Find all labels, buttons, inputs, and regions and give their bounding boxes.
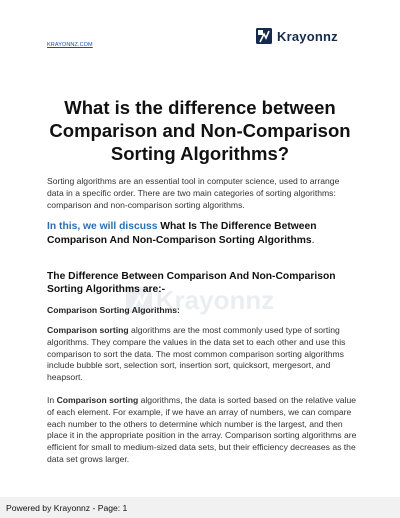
section-heading: The Difference Between Comparison And Non-Comparison Sorting Algorithms are:- bbox=[47, 271, 336, 295]
paragraph-text: algorithms, the data is sorted based on the relative value of each element. For example, if we have an array of numbers, we can compare each number to the others to determine which number is the largest, and then place it in the appropriate position in the array. Comparison sorting algorithms are efficient for small to medium-sized data sets, but their efficiency decreases as the data set grows larger. bbox=[47, 395, 357, 464]
paragraph-prefix: In bbox=[47, 395, 57, 405]
discussion-prefix: In this, we will discuss bbox=[47, 221, 161, 232]
bold-term: Comparison sorting bbox=[56, 395, 139, 405]
discussion-suffix: . bbox=[311, 234, 315, 246]
paragraph-comparison-overview bbox=[47, 325, 357, 384]
paragraph-comparison-detail bbox=[47, 395, 357, 466]
paragraph-text: algorithms are the most commonly used type of sorting algorithms. They compare the values in the data set to each other and use this comparison to sort the data. The most common comparison sorting algorithms include bubble sort, selection sort, insertion sort, quicksort, mergesort, and heapsort. bbox=[47, 325, 346, 383]
subsection-heading: Comparison Sorting Algorithms: bbox=[47, 305, 180, 315]
site-link[interactable]: KRAYONNZ.COM bbox=[47, 42, 93, 48]
discussion-topic: What Is The Difference Between Comparison And Non-Comparison Sorting Algorithms bbox=[47, 221, 317, 246]
logo-text: Krayonnz bbox=[277, 28, 338, 44]
krayonnz-logo-icon bbox=[256, 28, 272, 44]
discussion-statement bbox=[47, 220, 362, 247]
intro-paragraph: Sorting algorithms are an essential tool in computer science, used to arrange data in a specific order. There are two main categories of sorting algorithms: comparison and non-comparison sorting algorithms. bbox=[47, 176, 340, 210]
logo bbox=[256, 27, 338, 45]
page-title: What is the difference between Comparison and Non-Comparison Sorting Algorithms? bbox=[49, 97, 351, 164]
watermark-text: Krayonnz bbox=[155, 284, 275, 315]
page-footer: Powered by Krayonnz - Page: 1 bbox=[6, 503, 128, 513]
bold-term: Comparison sorting bbox=[47, 325, 129, 335]
